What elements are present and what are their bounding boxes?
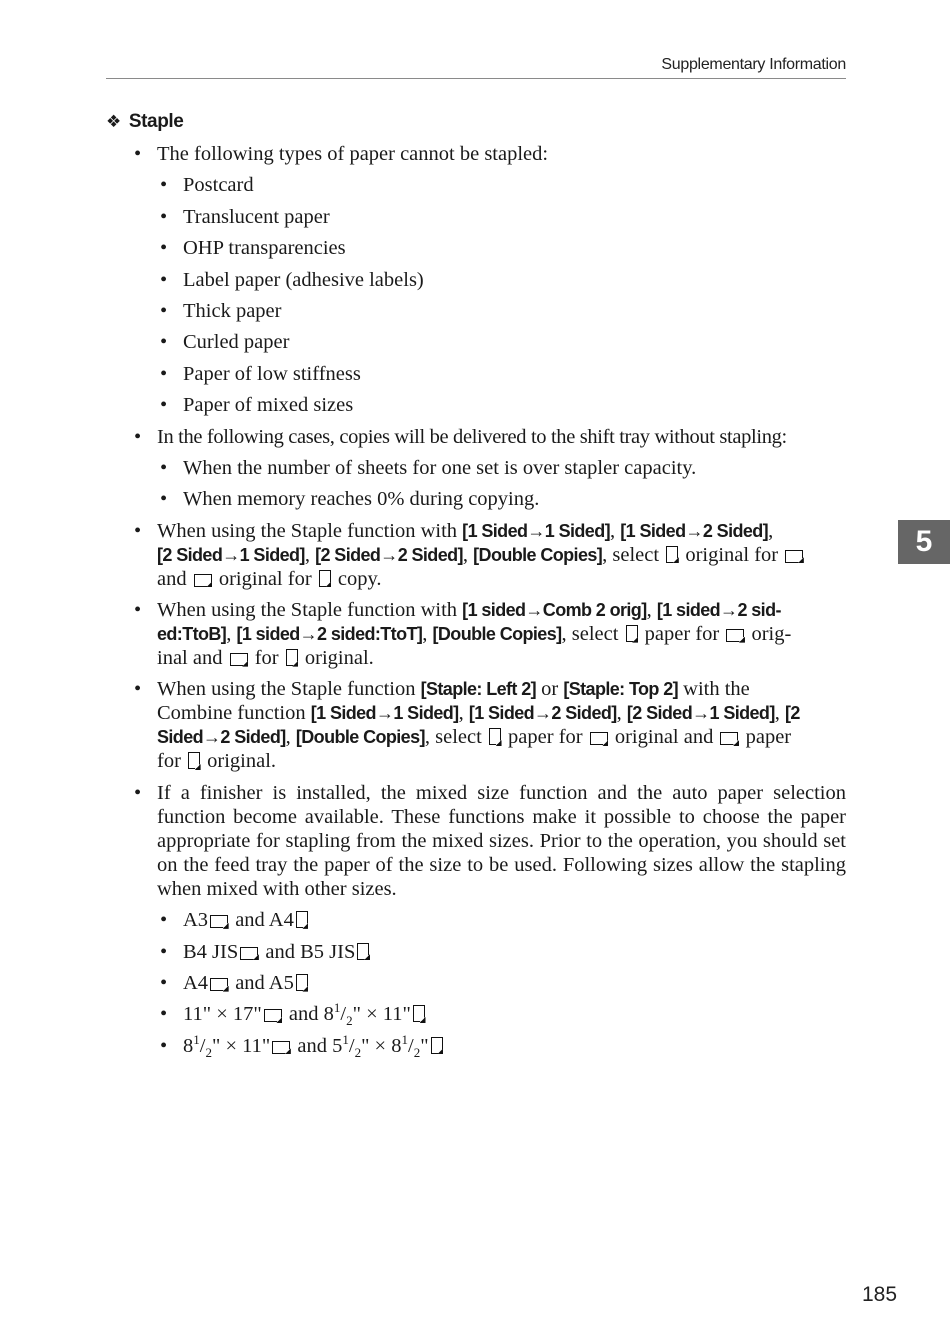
bullet-icon: • (160, 174, 168, 197)
bullet-icon: • (134, 519, 142, 542)
landscape-orientation-icon (590, 732, 608, 745)
bullet-icon: • (134, 599, 142, 622)
bullet-icon: • (160, 972, 168, 995)
key-label: [1 Sided→2 Sided] (468, 703, 617, 724)
sub-list-item (156, 268, 846, 292)
bullet-icon: • (160, 394, 168, 417)
key-label: [Double Copies] (295, 727, 425, 748)
landscape-orientation-icon (230, 653, 248, 666)
key-label: [1 Sided→2 Sided] (620, 520, 769, 541)
bullet-icon: • (134, 678, 142, 701)
sub-list-item (156, 205, 846, 229)
bullet-icon: • (160, 205, 168, 228)
sub-item-text: Paper of mixed sizes (183, 394, 354, 417)
key-label: ed:TtoB] (157, 624, 227, 645)
bullet-icon: • (160, 1034, 168, 1057)
page-header (106, 56, 846, 79)
bullet-icon: • (160, 362, 168, 385)
portrait-orientation-icon (286, 649, 298, 666)
content (130, 142, 846, 1065)
key-label: [1 Sided→1 Sided] (462, 520, 610, 541)
list-item: • When using the Staple function with [1 sided→Comb 2 orig], [1 sided→2 sid- ed:TtoB], [1 sided→2 sided:TtoT], [Double Copies], select paper for orig- inal and for original. (134, 599, 792, 670)
bullet-icon: • (160, 940, 168, 963)
key-label: [Double Copies] (432, 624, 562, 645)
sub-list-item: • B4 JIS and B5 JIS (156, 940, 846, 964)
key-label: [1 sided→2 sided:TtoT] (236, 624, 423, 645)
bullet-icon: • (160, 268, 168, 291)
sub-list-item (156, 456, 846, 480)
sub-list-item (156, 362, 846, 386)
key-label: [Staple: Left 2] (420, 679, 537, 700)
key-label: [2 Sided→2 Sided] (315, 544, 463, 565)
landscape-orientation-icon (194, 574, 212, 587)
sub-item-text: Label paper (adhesive labels) (183, 268, 424, 291)
sub-list-item (156, 487, 846, 511)
item-text: The following types of paper cannot be stapled: (157, 143, 549, 165)
sub-list-item: • A4 and A5 (156, 971, 846, 995)
key-label: [2 (784, 703, 800, 724)
key-label: [Staple: Top 2] (563, 679, 679, 700)
list-item (130, 781, 846, 901)
sub-list-item: • A3 and A4 (156, 908, 846, 932)
landscape-orientation-icon (272, 1041, 290, 1054)
header-title: Supplementary Information (661, 56, 846, 73)
key-label: [2 Sided→1 Sided] (626, 703, 775, 724)
bullet-icon: • (160, 331, 168, 354)
portrait-orientation-icon (296, 911, 308, 928)
key-label: [1 sided→2 sid- (656, 600, 781, 621)
landscape-orientation-icon (720, 732, 738, 745)
sub-item-text: Thick paper (183, 299, 282, 322)
sub-list-item: • $8^1/_2$" × 11" and $5^1/_2$" × $8^1/_2$" (156, 1034, 846, 1058)
portrait-orientation-icon (413, 1005, 425, 1022)
sub-item-text: Paper of low stiffness (183, 362, 361, 385)
portrait-orientation-icon (626, 625, 638, 642)
bullet-icon: • (160, 1003, 168, 1026)
section-heading-text: Staple (128, 111, 184, 132)
portrait-orientation-icon (666, 546, 678, 563)
bullet-icon: • (134, 781, 142, 804)
sub-list-item: • 11" × 17" and $8^1/_2$" × 11" (156, 1002, 846, 1026)
diamond-bullet-icon: ❖ (106, 112, 121, 131)
bullet-icon: • (160, 456, 168, 479)
sub-item-text: OHP transparencies (183, 237, 346, 260)
landscape-orientation-icon (240, 947, 258, 960)
sub-list-item (156, 330, 846, 354)
sub-list-item (156, 299, 846, 323)
portrait-orientation-icon (188, 752, 200, 769)
sub-item-text: Translucent paper (183, 205, 330, 228)
list-item (130, 142, 846, 166)
key-label: [1 Sided→1 Sided] (310, 703, 459, 724)
list-item (130, 425, 846, 449)
key-label: [1 sided→Comb 2 orig] (462, 600, 647, 621)
landscape-orientation-icon (785, 550, 803, 563)
section-heading (106, 110, 183, 134)
list-item: • When using the Staple function with [1 Sided→1 Sided], [1 Sided→2 Sided], [2 Sided→1 Sided], [2 Sided→2 Sided], [Double Copies], select original for and original for copy. (130, 519, 846, 591)
portrait-orientation-icon (296, 974, 308, 991)
key-label: [Double Copies] (473, 544, 603, 565)
chapter-tab: 5 (898, 520, 950, 564)
item-text: If a finisher is installed, the mixed size function and the auto paper selection function become available. These functions make it possible to choose the paper appropriate for stapling from the mixed sizes. Prior to the operation, you should set on the feed tray the paper of the size to be used. Following sizes allow the stapling when mixed with other sizes. (157, 781, 846, 900)
portrait-orientation-icon (431, 1037, 443, 1054)
sub-item-text: When the number of sheets for one set is over stapler capacity. (183, 456, 697, 479)
bullet-icon: • (160, 237, 168, 260)
sub-item-text: When memory reaches 0% during copying. (183, 488, 540, 511)
sub-list-item (156, 393, 846, 417)
sub-list-item (156, 236, 846, 260)
portrait-orientation-icon (319, 570, 331, 587)
portrait-orientation-icon (357, 943, 369, 960)
sub-item-text: Curled paper (183, 331, 290, 354)
landscape-orientation-icon (726, 629, 744, 642)
bullet-icon: • (134, 425, 141, 448)
key-label: [2 Sided→1 Sided] (157, 544, 305, 565)
key-label: Sided→2 Sided] (157, 727, 286, 748)
item-text: When using the Staple function with (157, 519, 463, 542)
list-item: • When using the Staple function [Staple: Left 2] or [Staple: Top 2] with the Combine function [1 Sided→1 Sided], [1 Sided→2 Sided], [2 Sided→1 Sided], [2 Sided→2 Sided], [Double Copies], select paper for original and paper for original. (134, 678, 800, 773)
portrait-orientation-icon (489, 728, 501, 745)
item-text: In the following cases, copies will be delivered to the shift tray without stapling: (157, 425, 787, 448)
page-number: 185 (862, 1283, 898, 1306)
bullet-icon: • (160, 488, 168, 511)
landscape-orientation-icon (210, 978, 228, 991)
sub-item-text: Postcard (183, 174, 254, 197)
bullet-icon: • (160, 909, 168, 932)
landscape-orientation-icon (264, 1009, 282, 1022)
bullet-icon: • (134, 143, 142, 165)
sub-list-item (156, 173, 846, 197)
bullet-icon: • (160, 299, 168, 322)
landscape-orientation-icon (210, 915, 228, 928)
